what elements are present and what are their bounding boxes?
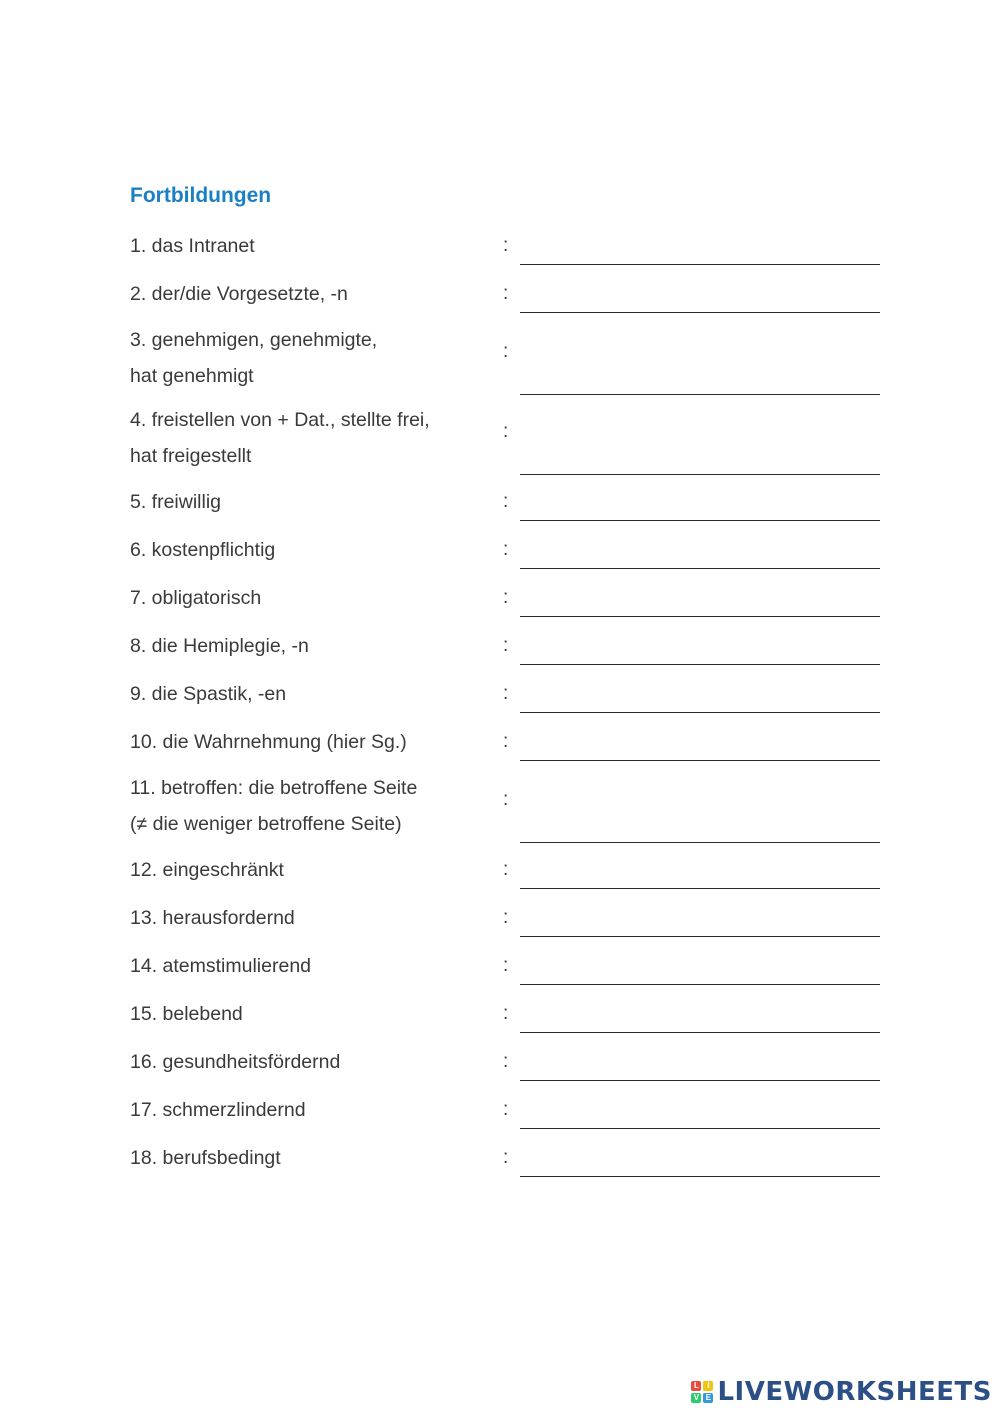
term-line: 16. gesundheitsfördernd [130, 1051, 341, 1073]
term-line: 10. die Wahrnehmung (hier Sg.) [130, 731, 407, 753]
answer-input[interactable] [520, 539, 880, 569]
list-item [0, 628, 1000, 664]
list-item [0, 228, 1000, 264]
list-item [0, 484, 1000, 520]
term-text [130, 228, 490, 264]
list-item [0, 900, 1000, 936]
separator-colon: : [503, 859, 509, 880]
term-text [130, 1092, 490, 1128]
answer-input[interactable] [520, 683, 880, 713]
answer-input[interactable] [520, 1003, 880, 1033]
separator-colon: : [503, 341, 509, 362]
logo-mark-square: L [691, 1381, 701, 1391]
term-line: 12. eingeschränkt [130, 859, 284, 881]
list-item [0, 580, 1000, 616]
separator-colon: : [503, 421, 509, 442]
list-item [0, 724, 1000, 760]
logo-mark-square: E [703, 1393, 713, 1403]
term-text [130, 402, 490, 474]
term-line: hat freigestellt [130, 445, 252, 467]
separator-colon: : [503, 683, 509, 704]
list-item [0, 852, 1000, 888]
list-item [0, 1044, 1000, 1080]
list-item [0, 996, 1000, 1032]
term-line: 3. genehmigen, genehmigte, [130, 329, 378, 351]
answer-input[interactable] [520, 235, 880, 265]
answer-input[interactable] [520, 1099, 880, 1129]
term-text [130, 724, 490, 760]
separator-colon: : [503, 283, 509, 304]
term-line: 18. berufsbedingt [130, 1147, 281, 1169]
list-item [0, 402, 1000, 474]
term-line: 6. kostenpflichtig [130, 539, 276, 561]
term-text [130, 532, 490, 568]
term-line: 17. schmerzlindernd [130, 1099, 306, 1121]
term-line: 7. obligatorisch [130, 587, 262, 609]
answer-input[interactable] [520, 445, 880, 475]
term-text [130, 676, 490, 712]
logo-text: LIVEWORKSHEETS [717, 1377, 992, 1407]
term-line: 14. atemstimulierend [130, 955, 312, 977]
term-text [130, 628, 490, 664]
term-line: 13. herausfordernd [130, 907, 295, 929]
term-line: (≠ die weniger betroffene Seite) [130, 813, 402, 835]
answer-input[interactable] [520, 365, 880, 395]
answer-input[interactable] [520, 491, 880, 521]
term-line: 1. das Intranet [130, 235, 255, 257]
separator-colon: : [503, 789, 509, 810]
list-item [0, 1140, 1000, 1176]
separator-colon: : [503, 1099, 509, 1120]
liveworksheets-logo-icon [691, 1381, 713, 1403]
separator-colon: : [503, 955, 509, 976]
list-item [0, 1092, 1000, 1128]
liveworksheets-logo [691, 1377, 992, 1407]
term-text [130, 852, 490, 888]
list-item [0, 770, 1000, 842]
term-line: 2. der/die Vorgesetzte, -n [130, 283, 348, 305]
list-item [0, 322, 1000, 394]
term-line: 9. die Spastik, -en [130, 683, 287, 705]
answer-input[interactable] [520, 859, 880, 889]
separator-colon: : [503, 587, 509, 608]
separator-colon: : [503, 491, 509, 512]
list-item [0, 676, 1000, 712]
list-item [0, 276, 1000, 312]
term-text [130, 580, 490, 616]
page-title: Fortbildungen [130, 184, 272, 207]
separator-colon: : [503, 1051, 509, 1072]
answer-input[interactable] [520, 1051, 880, 1081]
answer-input[interactable] [520, 283, 880, 313]
term-text [130, 276, 490, 312]
logo-mark-square: I [703, 1381, 713, 1391]
logo-mark-square: V [691, 1393, 701, 1403]
term-text [130, 900, 490, 936]
separator-colon: : [503, 635, 509, 656]
term-text [130, 484, 490, 520]
list-item [0, 532, 1000, 568]
separator-colon: : [503, 235, 509, 256]
separator-colon: : [503, 539, 509, 560]
term-line: 5. freiwillig [130, 491, 222, 513]
separator-colon: : [503, 1147, 509, 1168]
answer-input[interactable] [520, 587, 880, 617]
separator-colon: : [503, 731, 509, 752]
term-line: hat genehmigt [130, 365, 254, 387]
term-text [130, 996, 490, 1032]
term-line: 4. freistellen von + Dat., stellte frei, [130, 409, 430, 431]
term-line: 15. belebend [130, 1003, 243, 1025]
term-line: 11. betroffen: die betroffene Seite [130, 777, 418, 799]
separator-colon: : [503, 907, 509, 928]
term-text [130, 948, 490, 984]
answer-input[interactable] [520, 907, 880, 937]
list-item [0, 948, 1000, 984]
term-text [130, 1140, 490, 1176]
term-text [130, 322, 490, 394]
answer-input[interactable] [520, 955, 880, 985]
answer-input[interactable] [520, 731, 880, 761]
term-line: 8. die Hemiplegie, -n [130, 635, 309, 657]
answer-input[interactable] [520, 813, 880, 843]
separator-colon: : [503, 1003, 509, 1024]
answer-input[interactable] [520, 1147, 880, 1177]
term-text [130, 770, 490, 842]
term-text [130, 1044, 490, 1080]
answer-input[interactable] [520, 635, 880, 665]
